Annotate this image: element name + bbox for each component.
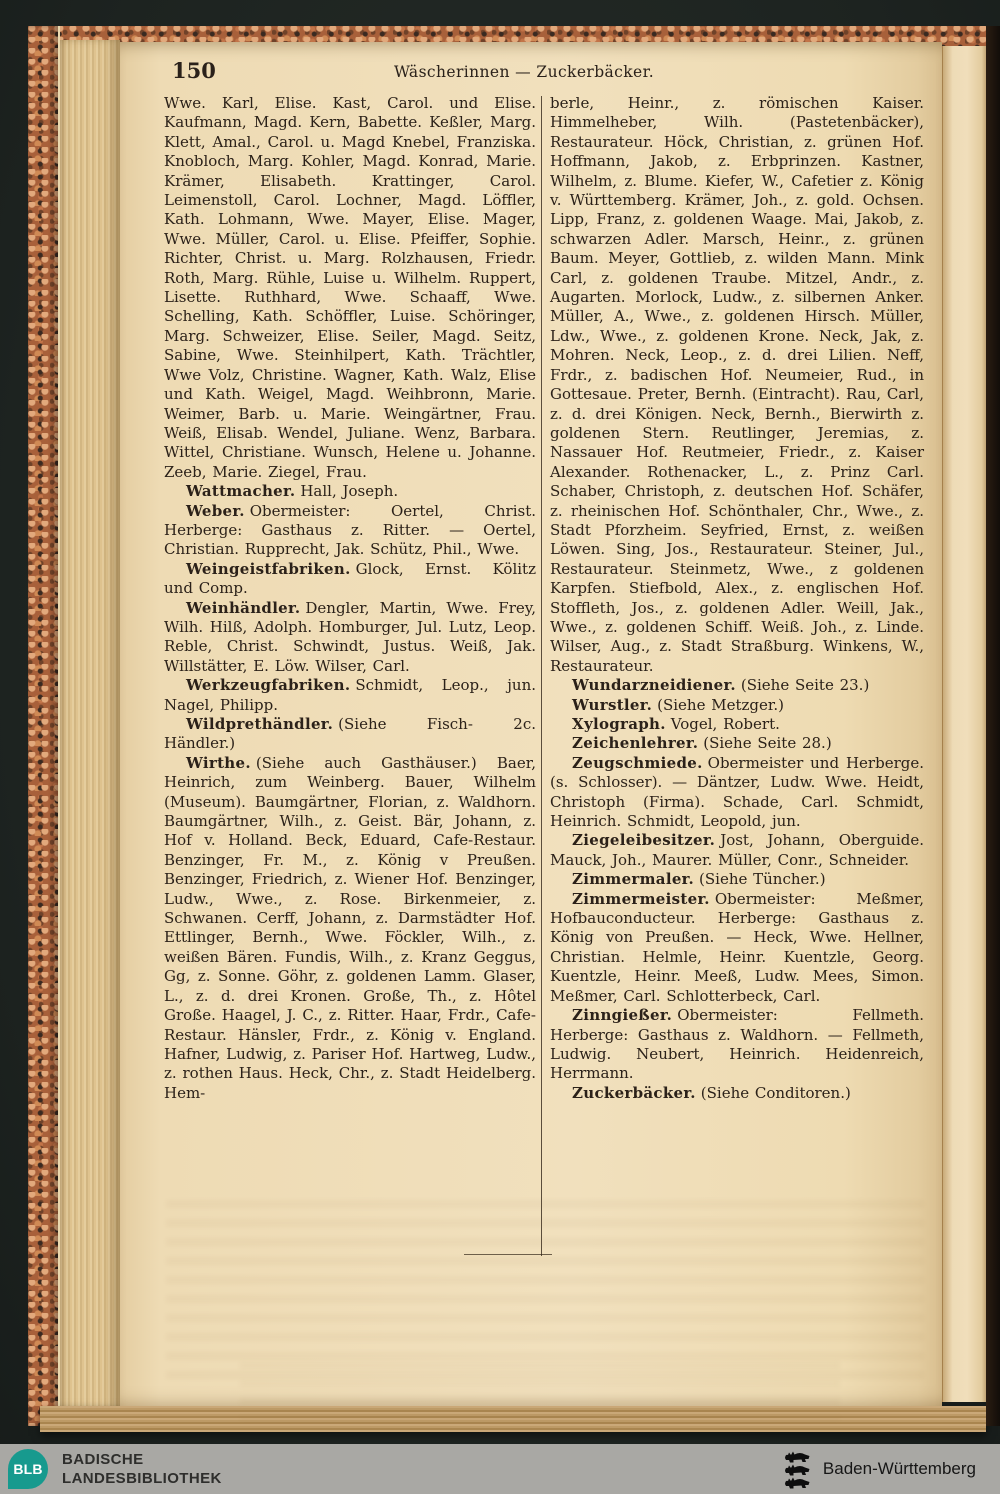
right-column	[550, 94, 924, 1103]
directory-entry	[550, 890, 924, 1006]
entry-text: Obermeister: Oertel, Christ. Herberge: Gasthaus z. Ritter. — Oertel, Christian. Rupprecht, Jak. Schütz, Phil., Wwe.	[164, 501, 536, 559]
book-cover-left	[28, 26, 60, 1426]
adjacent-page	[942, 46, 987, 1402]
running-title: Wäscherinnen — Zuckerbäcker.	[393, 63, 655, 81]
directory-entry	[164, 560, 536, 599]
book-cover-right	[986, 26, 1000, 1426]
directory-entry	[550, 831, 924, 870]
page-number: 150	[172, 58, 216, 83]
book-page	[120, 42, 942, 1406]
entry-heading: Zimmermaler.	[572, 870, 695, 889]
directory-entry	[550, 1006, 924, 1084]
entry-heading: Wurstler.	[572, 695, 653, 714]
library-name-line2: LANDESBIBLIOTHEK	[62, 1470, 222, 1487]
entry-text: (Siehe Seite 28.)	[703, 734, 832, 753]
entry-heading: Wirthe.	[186, 753, 251, 772]
entry-heading: Xylograph.	[572, 715, 666, 733]
directory-entry	[164, 754, 536, 1103]
entry-text: Dengler, Martin, Wwe. Frey, Wilh. Hilß, Adolph. Homburger, Jul. Lutz, Leop. Reble, Christ. Schwindt, Justus. Weiß, Jak. Willstätter, E. Löw. Wilser, Carl.	[164, 598, 536, 675]
entry-text: (Siehe Seite 23.)	[740, 676, 870, 695]
left-column	[164, 94, 536, 1103]
entry-heading: Zeugschmiede.	[572, 753, 703, 772]
entry-text: Obermeister: Meßmer, Hofbauconducteur. Herberge: Gasthaus z. König von Preußen. — Heck, Wwe. Hellner, Christian. Helmle, Heinr. Kuentzle, Georg. Kuentzle, Heinr. Meeß, Ludw. Mees, Simon. Meßmer, Carl. Schlotterbeck, Carl.	[550, 889, 924, 1005]
entry-heading: Zimmermeister.	[572, 889, 710, 908]
entry-heading: Ziegeleibesitzer.	[572, 831, 716, 850]
directory-entry	[164, 676, 536, 715]
entry-heading: Wildprethändler.	[186, 715, 334, 733]
entry-text: Obermeister und Herberge. (s. Schlosser). — Däntzer, Ludw. Wwe. Heidt, Christoph (Firma). Schade, Carl. Schmidt, Heinrich. Schmidt, Leopold, jun.	[550, 753, 924, 831]
directory-entry	[550, 1084, 924, 1103]
directory-entry	[550, 870, 924, 889]
entry-heading: Zinngießer.	[572, 1006, 673, 1025]
directory-entry	[550, 754, 924, 832]
entry-heading: Weinhändler.	[186, 598, 301, 617]
entry-text: (Siehe Metzger.)	[657, 695, 785, 714]
directory-entry	[164, 502, 536, 560]
entry-text: (Siehe auch Gasthäuser.) Baer, Heinrich, zum Weinberg. Bauer, Wilhelm (Museum). Baumgärtner, Florian, z. Waldhorn. Baumgärtner, Wilh., z. Geist. Bär, Johann, z. Hof v. Holland. Beck, Eduard, Cafe-Restaur. Benzinger, Fr. M., z. König v Preußen. Benzinger, Friedrich, z. Wiener Hof. Benzinger, Ludw., Wwe., z. Rose. Birkenmeier, z. Schwanen. Cerff, Johann, z. Darmstädter Hof. Ettlinger, Bernh., Wwe. Föckler, Wilh., z. weißen Bären. Fundis, Wilh., z. Kranz Geggus, Gg, z. Sonne. Göhr, z. goldenen Lamm. Glaser, L., z. d. drei Kronen. Große, Th., z. Hôtel Große. Haagel, J. C., z. Ritter. Haar, Frdr., Cafe-Restaur. Hänsler, Frdr., z. König v. England. Hafner, Ludwig, z. Pariser Hof. Hartweg, Ludw., z. rothen Haus. Heck, Chr., z. Stadt Heidelberg. Hem-	[164, 753, 537, 1102]
directory-entry	[164, 94, 536, 482]
entry-heading: Weber.	[186, 501, 245, 520]
library-name-line1: BADISCHE	[62, 1450, 144, 1468]
entry-text: Jost, Johann, Oberguide. Mauck, Joh., Maurer. Müller, Conr., Schneider.	[550, 831, 924, 869]
entry-heading: Weingeistfabriken.	[186, 559, 351, 578]
entry-text: Schmidt, Leop., jun. Nagel, Philipp.	[164, 676, 536, 714]
entry-text: Wwe. Karl, Elise. Kast, Carol. und Elise. Kaufmann, Magd. Kern, Babette. Keßler, Marg. Klett, Amal., Carol. u. Magd Knebel, Franziska. Knobloch, Marg. Kohler, Magd. Konrad, Marie. Krämer, Elisabeth. Krattinger, Carol. Leimenstoll, Carol. Lochner, Magd. Löffler, Kath. Lohmann, Wwe. Mayer, Elise. Mager, Wwe. Müller, Carol. u. Elise. Pfeiffer, Sophie. Richter, Christ. u. Marg. Rolzhausen, Friedr. Roth, Marg. Rühle, Luise u. Wilhelm. Ruppert, Lisette. Ruthhard, Wwe. Schaaff, Wwe. Schelling, Kath. Schöffler, Luise. Schöringer, Marg. Schweizer, Elise. Seiler, Magd. Seitz, Sabine, Wwe. Steinhilpert, Kath. Trächtler, Wwe Volz, Christine. Wagner, Kath. Walz, Elise und Kath. Weigel, Magd. Weihbronn, Marie. Weimer, Barb. u. Marie. Weingärtner, Frau. Weiß, Elisab. Wendel, Juliane. Wenz, Barbara. Wittel, Christiane. Wunsch, Helene u. Johanne. Zeeb, Marie. Ziegel, Frau.	[164, 94, 536, 481]
directory-entry	[550, 696, 924, 715]
library-name	[62, 1450, 222, 1488]
entry-text: (Siehe Tüncher.)	[699, 870, 826, 889]
entry-heading: Zuckerbäcker.	[572, 1083, 696, 1102]
directory-entry	[550, 734, 924, 753]
entry-text: (Siehe Conditoren.)	[700, 1083, 851, 1102]
entry-text: (Siehe Fisch- 2c. Händler.)	[164, 715, 536, 753]
entry-heading: Wattmacher.	[186, 482, 296, 501]
entry-text: Vogel, Robert.	[670, 715, 780, 733]
entry-text: berle, Heinr., z. römischen Kaiser. Himmelheber, Wilh. (Pastetenbäcker), Restaurateur. Höck, Christian, z. grünen Hof. Hoffmann, Jakob, z. Erbprinzen. Kastner, Wilhelm, z. Blume. Kiefer, W., Cafetier z. König v. Württemberg. Krämer, Joh., z. gold. Ochsen. Lipp, Franz, z. goldenen Waage. Mai, Jakob, z. schwarzen Adler. Marsch, Heinr., z. grünen Baum. Meyer, Gottlieb, z. wilden Mann. Mink Carl, z. goldenen Traube. Mitzel, Andr., z. Augarten. Morlock, Ludw., z. silbernen Anker. Müller, A., Wwe., z. goldenen Hirsch. Müller, Ldw., Wwe., z. goldenen Krone. Neck, Jak, z. Mohren. Neck, Leop., z. d. drei Lilien. Neff, Frdr., z. badischen Hof. Neumeier, Rud., in Gottesaue. Preter, Bernh. (Eintracht). Rau, Carl, z. d. drei Königen. Neck, Bernh., Bierwirth z. goldenen Stern. Reutlinger, Jeremias, z. Nassauer Hof. Reutmeier, Friedr., z. Kaiser Alexander. Rothenacker, L., z. Prinz Carl. Schaber, Christoph, z. deutschen Hof. Schäfer, z. rheinischen Hof. Schönthaler, Chr., Wwe., z. Stadt Pforzheim. Seyfried, Ernst, z. weißen Löwen. Sing, Jos., Restaurateur. Steiner, Jul., Restaurateur. Steinmetz, Wwe., z goldenen Karpfen. Stiefbold, Alex., z. englischen Hof. Stoffleth, Jos., z. goldenen Adler. Weill, Jak., Wwe., z. goldenen Schiff. Weiß. Joh., z. Linde. Wilser, Aug., z. Stadt Straßburg. Winkens, W., Restaurateur.	[550, 94, 924, 675]
entry-heading: Wundarzneidiener.	[572, 676, 736, 695]
library-footer-banner	[0, 1444, 1000, 1494]
state-branding	[783, 1449, 976, 1489]
entry-heading: Werkzeugfabriken.	[186, 676, 351, 695]
directory-entry	[550, 715, 924, 734]
blb-logo-icon: BLB	[8, 1449, 48, 1489]
column-divider-rule	[541, 96, 542, 1256]
directory-entry	[164, 599, 536, 677]
directory-entry	[550, 676, 924, 695]
entry-text: Glock, Ernst. Kölitz und Comp.	[164, 559, 536, 598]
baden-wuerttemberg-three-lions-icon	[783, 1449, 811, 1489]
state-name: Baden-Württemberg	[822, 1459, 976, 1478]
entry-heading: Zeichenlehrer.	[572, 734, 699, 753]
directory-entry	[164, 715, 536, 754]
page-edges-stack	[60, 40, 120, 1410]
directory-entry	[164, 482, 536, 501]
entry-text: Hall, Joseph.	[300, 482, 399, 501]
entry-text: Obermeister: Fellmeth. Herberge: Gasthaus z. Waldhorn. — Fellmeth, Ludwig. Neubert, Heinrich. Heidenreich, Herrmann.	[550, 1006, 924, 1083]
directory-entry	[550, 94, 924, 676]
ink-bleedthrough	[240, 1362, 840, 1420]
